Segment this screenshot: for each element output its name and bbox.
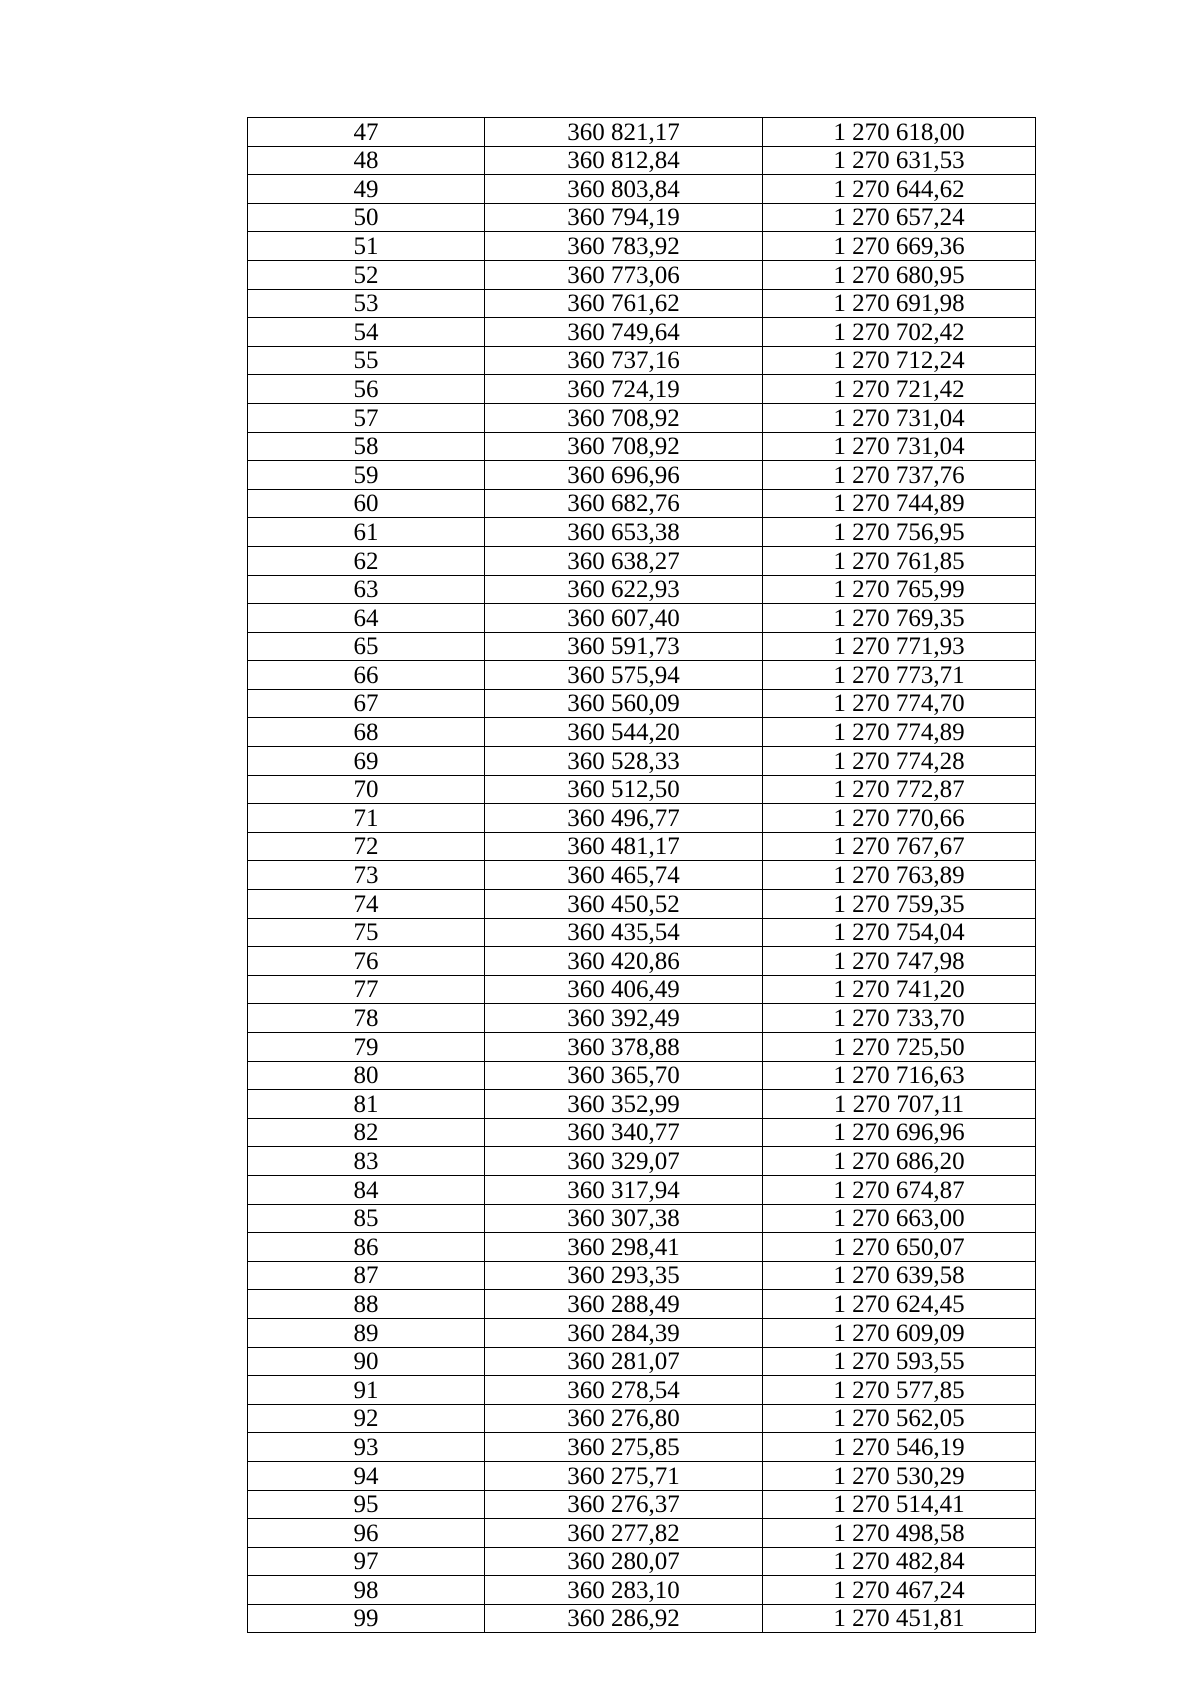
table-row (248, 1318, 1036, 1347)
x-coordinate-cell: 360 481,17 (485, 832, 763, 861)
point-number-cell: 97 (248, 1547, 485, 1576)
table-row (248, 1604, 1036, 1633)
point-number-cell: 88 (248, 1290, 485, 1319)
y-coordinate-cell: 1 270 737,76 (763, 461, 1036, 490)
y-coordinate-cell: 1 270 657,24 (763, 203, 1036, 232)
y-coordinate-cell: 1 270 767,67 (763, 832, 1036, 861)
x-coordinate-cell: 360 317,94 (485, 1175, 763, 1204)
point-number-cell: 65 (248, 632, 485, 661)
x-coordinate-cell: 360 286,92 (485, 1604, 763, 1633)
y-coordinate-cell: 1 270 467,24 (763, 1576, 1036, 1605)
point-number-cell: 94 (248, 1461, 485, 1490)
point-number-cell: 69 (248, 747, 485, 776)
point-number-cell: 81 (248, 1090, 485, 1119)
table-row (248, 175, 1036, 204)
y-coordinate-cell: 1 270 744,89 (763, 489, 1036, 518)
point-number-cell: 92 (248, 1404, 485, 1433)
table-row (248, 689, 1036, 718)
x-coordinate-cell: 360 284,39 (485, 1318, 763, 1347)
x-coordinate-cell: 360 420,86 (485, 947, 763, 976)
point-number-cell: 51 (248, 232, 485, 261)
table-row (248, 432, 1036, 461)
point-number-cell: 76 (248, 947, 485, 976)
y-coordinate-cell: 1 270 773,71 (763, 661, 1036, 690)
point-number-cell: 96 (248, 1519, 485, 1548)
table-row (248, 289, 1036, 318)
table-row (248, 1519, 1036, 1548)
table-row (248, 832, 1036, 861)
x-coordinate-cell: 360 307,38 (485, 1204, 763, 1233)
x-coordinate-cell: 360 812,84 (485, 146, 763, 175)
point-number-cell: 72 (248, 832, 485, 861)
x-coordinate-cell: 360 275,85 (485, 1433, 763, 1462)
y-coordinate-cell: 1 270 733,70 (763, 1004, 1036, 1033)
y-coordinate-cell: 1 270 759,35 (763, 890, 1036, 919)
table-row (248, 346, 1036, 375)
x-coordinate-cell: 360 803,84 (485, 175, 763, 204)
y-coordinate-cell: 1 270 644,62 (763, 175, 1036, 204)
point-number-cell: 98 (248, 1576, 485, 1605)
y-coordinate-cell: 1 270 707,11 (763, 1090, 1036, 1119)
point-number-cell: 89 (248, 1318, 485, 1347)
point-number-cell: 79 (248, 1033, 485, 1062)
point-number-cell: 61 (248, 518, 485, 547)
y-coordinate-cell: 1 270 712,24 (763, 346, 1036, 375)
table-row (248, 203, 1036, 232)
x-coordinate-cell: 360 496,77 (485, 804, 763, 833)
y-coordinate-cell: 1 270 765,99 (763, 575, 1036, 604)
y-coordinate-cell: 1 270 771,93 (763, 632, 1036, 661)
point-number-cell: 74 (248, 890, 485, 919)
x-coordinate-cell: 360 281,07 (485, 1347, 763, 1376)
table-row (248, 918, 1036, 947)
table-row (248, 1147, 1036, 1176)
table-row (248, 1033, 1036, 1062)
point-number-cell: 60 (248, 489, 485, 518)
table-row (248, 1576, 1036, 1605)
point-number-cell: 68 (248, 718, 485, 747)
x-coordinate-cell: 360 275,71 (485, 1461, 763, 1490)
y-coordinate-cell: 1 270 498,58 (763, 1519, 1036, 1548)
y-coordinate-cell: 1 270 663,00 (763, 1204, 1036, 1233)
point-number-cell: 75 (248, 918, 485, 947)
table-row (248, 118, 1036, 147)
table-row (248, 775, 1036, 804)
x-coordinate-cell: 360 340,77 (485, 1118, 763, 1147)
x-coordinate-cell: 360 378,88 (485, 1033, 763, 1062)
x-coordinate-cell: 360 450,52 (485, 890, 763, 919)
x-coordinate-cell: 360 737,16 (485, 346, 763, 375)
y-coordinate-cell: 1 270 530,29 (763, 1461, 1036, 1490)
x-coordinate-cell: 360 293,35 (485, 1261, 763, 1290)
y-coordinate-cell: 1 270 577,85 (763, 1376, 1036, 1405)
x-coordinate-cell: 360 682,76 (485, 489, 763, 518)
x-coordinate-cell: 360 591,73 (485, 632, 763, 661)
x-coordinate-cell: 360 528,33 (485, 747, 763, 776)
table-row (248, 489, 1036, 518)
y-coordinate-cell: 1 270 770,66 (763, 804, 1036, 833)
table-row (248, 1175, 1036, 1204)
y-coordinate-cell: 1 270 725,50 (763, 1033, 1036, 1062)
point-number-cell: 64 (248, 604, 485, 633)
point-number-cell: 83 (248, 1147, 485, 1176)
y-coordinate-cell: 1 270 696,96 (763, 1118, 1036, 1147)
x-coordinate-cell: 360 276,37 (485, 1490, 763, 1519)
x-coordinate-cell: 360 288,49 (485, 1290, 763, 1319)
point-number-cell: 90 (248, 1347, 485, 1376)
x-coordinate-cell: 360 708,92 (485, 403, 763, 432)
y-coordinate-cell: 1 270 774,28 (763, 747, 1036, 776)
table-row (248, 632, 1036, 661)
x-coordinate-cell: 360 280,07 (485, 1547, 763, 1576)
x-coordinate-cell: 360 329,07 (485, 1147, 763, 1176)
point-number-cell: 58 (248, 432, 485, 461)
y-coordinate-cell: 1 270 686,20 (763, 1147, 1036, 1176)
table-row (248, 375, 1036, 404)
x-coordinate-cell: 360 708,92 (485, 432, 763, 461)
y-coordinate-cell: 1 270 731,04 (763, 432, 1036, 461)
table-row (248, 1404, 1036, 1433)
table-row (248, 661, 1036, 690)
x-coordinate-cell: 360 783,92 (485, 232, 763, 261)
x-coordinate-cell: 360 277,82 (485, 1519, 763, 1548)
x-coordinate-cell: 360 465,74 (485, 861, 763, 890)
x-coordinate-cell: 360 773,06 (485, 260, 763, 289)
x-coordinate-cell: 360 298,41 (485, 1233, 763, 1262)
point-number-cell: 50 (248, 203, 485, 232)
x-coordinate-cell: 360 512,50 (485, 775, 763, 804)
point-number-cell: 71 (248, 804, 485, 833)
y-coordinate-cell: 1 270 761,85 (763, 546, 1036, 575)
y-coordinate-cell: 1 270 763,89 (763, 861, 1036, 890)
y-coordinate-cell: 1 270 514,41 (763, 1490, 1036, 1519)
y-coordinate-cell: 1 270 451,81 (763, 1604, 1036, 1633)
y-coordinate-cell: 1 270 691,98 (763, 289, 1036, 318)
point-number-cell: 85 (248, 1204, 485, 1233)
table-row (248, 546, 1036, 575)
coordinates-table-body (248, 118, 1036, 1633)
point-number-cell: 67 (248, 689, 485, 718)
x-coordinate-cell: 360 724,19 (485, 375, 763, 404)
y-coordinate-cell: 1 270 546,19 (763, 1433, 1036, 1462)
point-number-cell: 56 (248, 375, 485, 404)
table-row (248, 575, 1036, 604)
table-row (248, 260, 1036, 289)
point-number-cell: 55 (248, 346, 485, 375)
y-coordinate-cell: 1 270 650,07 (763, 1233, 1036, 1262)
table-row (248, 718, 1036, 747)
y-coordinate-cell: 1 270 769,35 (763, 604, 1036, 633)
x-coordinate-cell: 360 435,54 (485, 918, 763, 947)
x-coordinate-cell: 360 276,80 (485, 1404, 763, 1433)
table-row (248, 1376, 1036, 1405)
table-row (248, 1261, 1036, 1290)
point-number-cell: 57 (248, 403, 485, 432)
point-number-cell: 52 (248, 260, 485, 289)
point-number-cell: 53 (248, 289, 485, 318)
y-coordinate-cell: 1 270 754,04 (763, 918, 1036, 947)
table-row (248, 518, 1036, 547)
table-row (248, 947, 1036, 976)
x-coordinate-cell: 360 278,54 (485, 1376, 763, 1405)
point-number-cell: 47 (248, 118, 485, 147)
table-row (248, 1433, 1036, 1462)
x-coordinate-cell: 360 622,93 (485, 575, 763, 604)
y-coordinate-cell: 1 270 716,63 (763, 1061, 1036, 1090)
y-coordinate-cell: 1 270 747,98 (763, 947, 1036, 976)
x-coordinate-cell: 360 544,20 (485, 718, 763, 747)
coordinates-table (247, 117, 1036, 1633)
x-coordinate-cell: 360 696,96 (485, 461, 763, 490)
table-row (248, 1118, 1036, 1147)
table-row (248, 1233, 1036, 1262)
table-row (248, 1290, 1036, 1319)
y-coordinate-cell: 1 270 774,89 (763, 718, 1036, 747)
y-coordinate-cell: 1 270 618,00 (763, 118, 1036, 147)
y-coordinate-cell: 1 270 609,09 (763, 1318, 1036, 1347)
point-number-cell: 62 (248, 546, 485, 575)
point-number-cell: 70 (248, 775, 485, 804)
table-row (248, 1204, 1036, 1233)
y-coordinate-cell: 1 270 669,36 (763, 232, 1036, 261)
x-coordinate-cell: 360 392,49 (485, 1004, 763, 1033)
y-coordinate-cell: 1 270 731,04 (763, 403, 1036, 432)
table-row (248, 1004, 1036, 1033)
x-coordinate-cell: 360 607,40 (485, 604, 763, 633)
table-row (248, 1347, 1036, 1376)
point-number-cell: 82 (248, 1118, 485, 1147)
point-number-cell: 73 (248, 861, 485, 890)
point-number-cell: 49 (248, 175, 485, 204)
x-coordinate-cell: 360 560,09 (485, 689, 763, 718)
x-coordinate-cell: 360 575,94 (485, 661, 763, 690)
table-row (248, 1061, 1036, 1090)
table-row (248, 403, 1036, 432)
table-row (248, 861, 1036, 890)
y-coordinate-cell: 1 270 639,58 (763, 1261, 1036, 1290)
table-row (248, 232, 1036, 261)
y-coordinate-cell: 1 270 774,70 (763, 689, 1036, 718)
point-number-cell: 99 (248, 1604, 485, 1633)
x-coordinate-cell: 360 653,38 (485, 518, 763, 547)
y-coordinate-cell: 1 270 562,05 (763, 1404, 1036, 1433)
table-row (248, 318, 1036, 347)
x-coordinate-cell: 360 365,70 (485, 1061, 763, 1090)
y-coordinate-cell: 1 270 631,53 (763, 146, 1036, 175)
x-coordinate-cell: 360 638,27 (485, 546, 763, 575)
table-row (248, 1090, 1036, 1119)
point-number-cell: 77 (248, 975, 485, 1004)
point-number-cell: 59 (248, 461, 485, 490)
table-row (248, 1461, 1036, 1490)
table-row (248, 975, 1036, 1004)
y-coordinate-cell: 1 270 702,42 (763, 318, 1036, 347)
table-row (248, 804, 1036, 833)
x-coordinate-cell: 360 794,19 (485, 203, 763, 232)
point-number-cell: 54 (248, 318, 485, 347)
table-row (248, 890, 1036, 919)
y-coordinate-cell: 1 270 680,95 (763, 260, 1036, 289)
x-coordinate-cell: 360 821,17 (485, 118, 763, 147)
table-row (248, 1490, 1036, 1519)
table-row (248, 1547, 1036, 1576)
y-coordinate-cell: 1 270 624,45 (763, 1290, 1036, 1319)
y-coordinate-cell: 1 270 741,20 (763, 975, 1036, 1004)
point-number-cell: 87 (248, 1261, 485, 1290)
x-coordinate-cell: 360 352,99 (485, 1090, 763, 1119)
point-number-cell: 84 (248, 1175, 485, 1204)
point-number-cell: 93 (248, 1433, 485, 1462)
table-row (248, 747, 1036, 776)
point-number-cell: 95 (248, 1490, 485, 1519)
y-coordinate-cell: 1 270 721,42 (763, 375, 1036, 404)
x-coordinate-cell: 360 406,49 (485, 975, 763, 1004)
point-number-cell: 48 (248, 146, 485, 175)
point-number-cell: 80 (248, 1061, 485, 1090)
y-coordinate-cell: 1 270 593,55 (763, 1347, 1036, 1376)
x-coordinate-cell: 360 761,62 (485, 289, 763, 318)
table-row (248, 146, 1036, 175)
y-coordinate-cell: 1 270 482,84 (763, 1547, 1036, 1576)
x-coordinate-cell: 360 283,10 (485, 1576, 763, 1605)
table-row (248, 604, 1036, 633)
point-number-cell: 66 (248, 661, 485, 690)
point-number-cell: 86 (248, 1233, 485, 1262)
x-coordinate-cell: 360 749,64 (485, 318, 763, 347)
y-coordinate-cell: 1 270 756,95 (763, 518, 1036, 547)
y-coordinate-cell: 1 270 674,87 (763, 1175, 1036, 1204)
table-row (248, 461, 1036, 490)
point-number-cell: 91 (248, 1376, 485, 1405)
point-number-cell: 63 (248, 575, 485, 604)
y-coordinate-cell: 1 270 772,87 (763, 775, 1036, 804)
point-number-cell: 78 (248, 1004, 485, 1033)
